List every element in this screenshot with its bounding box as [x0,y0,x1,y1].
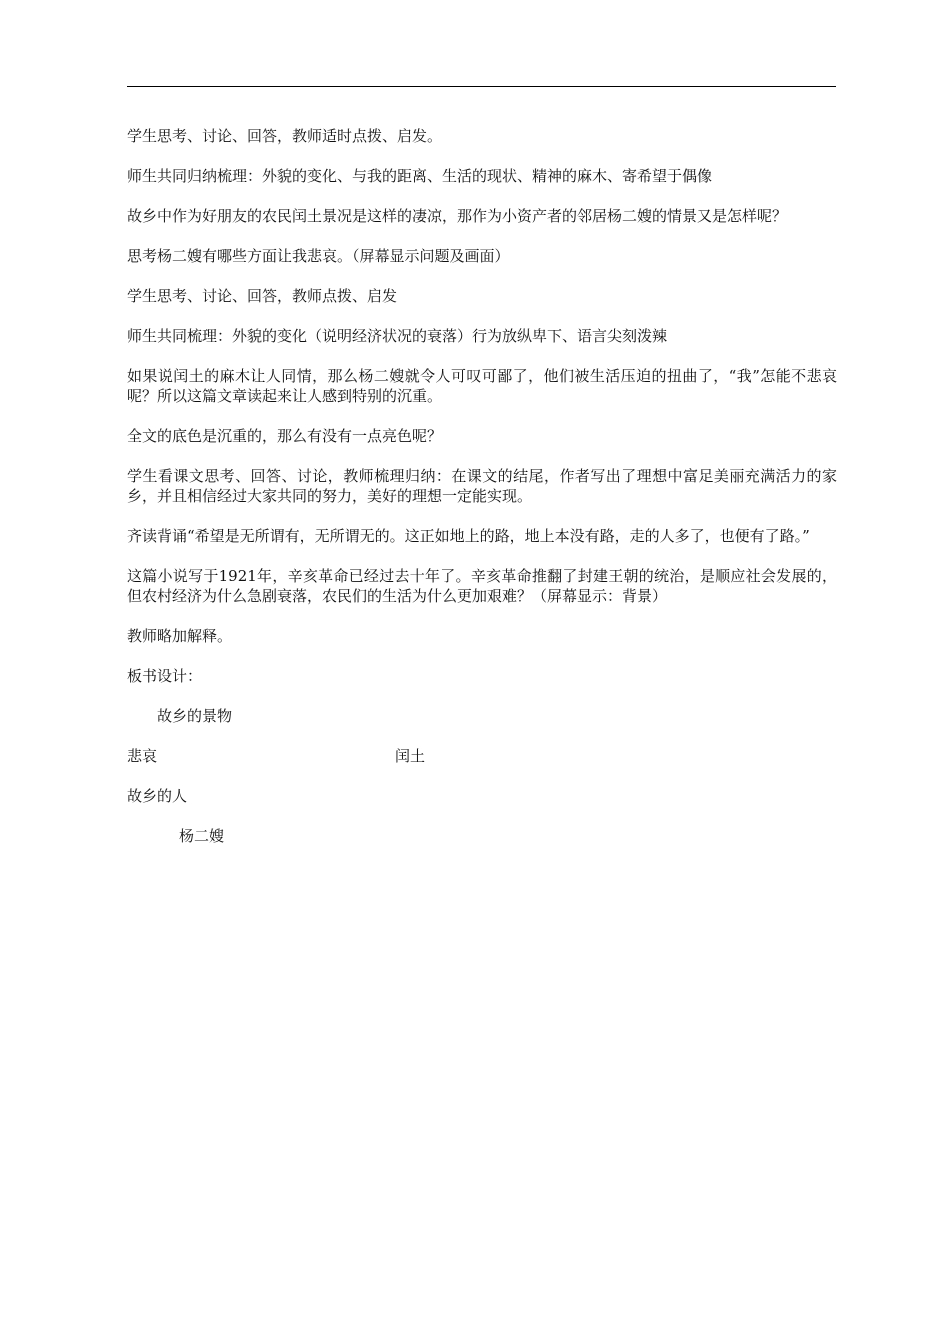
board-scenery: 故乡的景物 [157,707,233,725]
paragraph: 学生思考、讨论、回答，教师适时点拨、启发。 [127,127,443,145]
paragraph: 学生看课文思考、回答、讨论，教师梳理归纳：在课文的结尾，作者写出了理想中富足美丽充满活力的家乡，并且相信经过大家共同的努力，美好的理想一定能实现。 [127,467,837,505]
paragraph: 师生共同梳理：外貌的变化（说明经济状况的衰落）行为放纵卑下、语言尖刻泼辣 [127,327,668,345]
board-row-scenery [127,706,837,726]
paragraph: 全文的底色是沉重的，那么有没有一点亮色呢？ [127,427,443,445]
paragraph: 教师略加解释。 [127,627,233,645]
header-rule [127,86,836,87]
paragraph: 这篇小说写于1921年，辛亥革命已经过去十年了。辛亥革命推翻了封建王朝的统治，是顺应社会发展的，但农村经济为什么急剧衰落，农民们的生活为什么更加艰难？（屏幕显示：背景） [127,567,837,605]
board-row-people [127,786,837,806]
board-sorrow: 悲哀 [127,747,158,765]
board-people: 故乡的人 [127,787,188,805]
paragraph: 思考杨二嫂有哪些方面让我悲哀。（屏幕显示问题及画面） [127,247,510,265]
paragraph: 学生思考、讨论、回答，教师点拨、启发 [127,287,398,305]
board-yang: 杨二嫂 [179,827,225,845]
paragraph: 故乡中作为好朋友的农民闰土景况是这样的凄凉，那作为小资产者的邻居杨二嫂的情景又是怎样呢？ [127,207,788,225]
board-row-yang [127,826,837,846]
paragraph: 师生共同归纳梳理：外貌的变化、与我的距离、生活的现状、精神的麻木、寄希望于偶像 [127,167,713,185]
board-runtu: 闰土 [395,747,426,765]
paragraph: 如果说闰土的麻木让人同情，那么杨二嫂就令人可叹可鄙了，他们被生活压迫的扭曲了，“我”怎能不悲哀呢？所以这篇文章读起来让人感到特别的沉重。 [127,367,837,405]
board-row-sorrow [127,746,837,766]
paragraph: 齐读背诵“希望是无所谓有，无所谓无的。这正如地上的路，地上本没有路，走的人多了，也便有了路。” [127,527,810,545]
document-body [127,126,837,866]
board-design-heading: 板书设计： [127,667,203,685]
